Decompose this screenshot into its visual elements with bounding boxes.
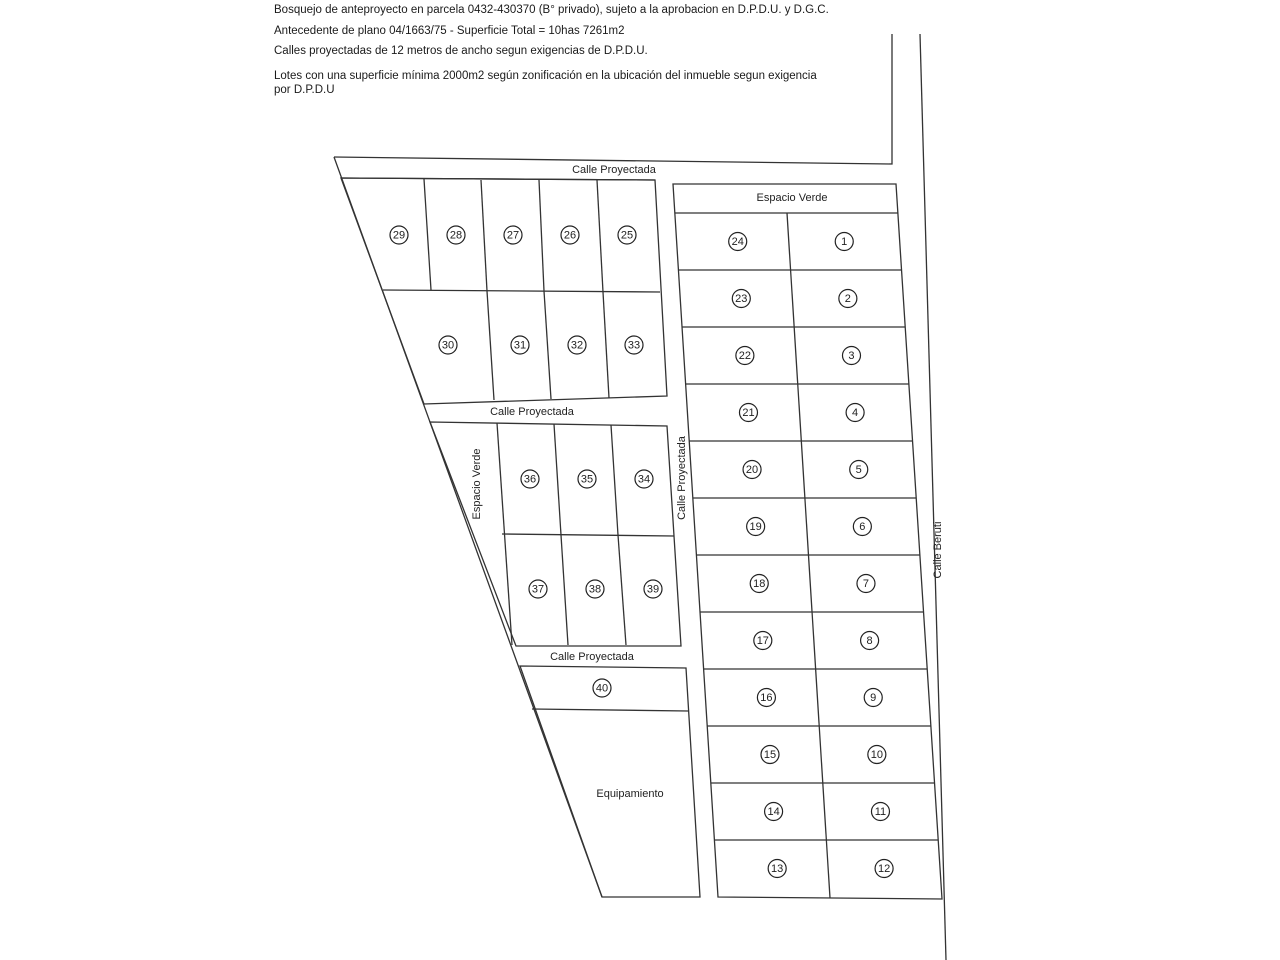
lot-number: 37 xyxy=(531,583,545,596)
espacio-verde-left-label: Espacio Verde xyxy=(471,448,483,520)
lot-number: 24 xyxy=(731,236,744,248)
lot-40 xyxy=(593,679,611,697)
lot-line xyxy=(544,291,551,399)
lot-line xyxy=(424,179,431,290)
lot-37 xyxy=(529,580,547,598)
note-line-3: Calles proyectadas de 12 metros de ancho segun exigencias de D.P.D.U. xyxy=(274,45,648,57)
lot-number: 11 xyxy=(874,806,887,818)
block-top-left-divider-h xyxy=(383,290,660,292)
lot-18 xyxy=(750,575,768,593)
lot-29 xyxy=(390,226,408,244)
lot-3 xyxy=(842,347,860,365)
lot-number: 2 xyxy=(844,293,851,305)
lot-19 xyxy=(747,518,765,536)
right-block-rows xyxy=(678,270,938,840)
lot-number: 4 xyxy=(852,407,859,419)
lot-31 xyxy=(511,336,529,354)
lot-11 xyxy=(871,803,889,821)
lot-23 xyxy=(732,290,750,308)
lot-2 xyxy=(839,290,857,308)
lot-line xyxy=(554,424,561,535)
lot-number: 23 xyxy=(735,293,748,305)
lot-number: 9 xyxy=(870,692,877,704)
lot-line xyxy=(611,425,618,535)
lot-number: 8 xyxy=(866,635,873,647)
lot-number: 12 xyxy=(877,863,891,875)
lot-line xyxy=(481,180,487,291)
lot-28 xyxy=(447,226,465,244)
lot-number: 31 xyxy=(513,339,527,352)
lot-8 xyxy=(861,632,879,650)
lot-number: 30 xyxy=(441,339,455,352)
lot-16 xyxy=(757,689,775,707)
calle-proyectada-top-label: Calle Proyectada xyxy=(572,164,656,176)
lot-6 xyxy=(853,518,871,536)
lot-33 xyxy=(625,336,643,354)
lot-40-divider xyxy=(532,709,688,711)
block-bottom-left xyxy=(520,666,700,897)
lot-number: 26 xyxy=(563,229,577,242)
lot-number: 7 xyxy=(862,578,870,590)
outer-boundary-top xyxy=(334,34,892,164)
lot-number: 28 xyxy=(449,229,463,242)
lot-5 xyxy=(850,461,868,479)
lot-15 xyxy=(761,746,779,764)
lot-9 xyxy=(864,689,882,707)
lot-number: 27 xyxy=(506,229,520,242)
calle-proyectada-vertical-label: Calle Proyectada xyxy=(676,436,688,520)
lot-number: 35 xyxy=(580,473,594,486)
lot-number: 3 xyxy=(848,350,855,362)
lot-36 xyxy=(521,470,539,488)
lot-number: 39 xyxy=(646,583,660,596)
note-line-2: Antecedente de plano 04/1663/75 - Superficie Total = 10has 7261m2 xyxy=(274,25,625,37)
calle-proyectada-mid-label: Calle Proyectada xyxy=(490,406,574,418)
lot-21 xyxy=(739,404,757,422)
lot-number: 38 xyxy=(588,583,602,596)
lot-number: 14 xyxy=(767,806,780,818)
lots-layer xyxy=(390,226,893,878)
note-line-4: Lotes con una superficie mínima 2000m2 según zonificación en la ubicación del inmueble segun exigencia xyxy=(274,70,817,82)
lot-number: 40 xyxy=(595,682,609,695)
note-line-1: Bosquejo de anteproyecto en parcela 0432-430370 (B° privado), sujeto a la aprobacion en D.P.D.U. y D.G.C. xyxy=(274,4,829,16)
lot-number: 21 xyxy=(742,407,755,419)
lot-number: 15 xyxy=(763,749,777,761)
lot-25 xyxy=(618,226,636,244)
lot-line xyxy=(603,292,609,398)
lot-20 xyxy=(743,461,761,479)
lot-line xyxy=(561,535,568,645)
lot-number: 19 xyxy=(749,521,762,533)
lot-number: 13 xyxy=(771,863,784,875)
lot-27 xyxy=(504,226,522,244)
lot-number: 25 xyxy=(620,229,634,242)
lot-number: 20 xyxy=(745,464,759,476)
lot-24 xyxy=(729,233,747,251)
lot-number: 1 xyxy=(841,236,848,248)
lot-number: 29 xyxy=(392,229,406,242)
lot-10 xyxy=(868,746,886,764)
note-line-5: por D.P.D.U xyxy=(274,84,335,96)
lot-number: 16 xyxy=(760,692,773,704)
lot-4 xyxy=(846,404,864,422)
lot-number: 22 xyxy=(738,350,752,362)
block-mid-left-divider-h xyxy=(502,534,674,536)
lot-22 xyxy=(736,347,754,365)
lot-line xyxy=(618,535,626,645)
lot-38 xyxy=(586,580,604,598)
lot-number: 33 xyxy=(627,339,641,352)
lot-26 xyxy=(561,226,579,244)
lot-1 xyxy=(835,233,853,251)
lot-7 xyxy=(857,575,875,593)
lot-13 xyxy=(768,860,786,878)
lot-34 xyxy=(635,470,653,488)
lot-line xyxy=(539,180,544,291)
lot-35 xyxy=(578,470,596,488)
calle-beruti-label: Calle Beruti xyxy=(932,521,944,579)
lot-30 xyxy=(439,336,457,354)
lot-39 xyxy=(644,580,662,598)
lot-line xyxy=(597,180,603,292)
lot-number: 36 xyxy=(523,473,537,486)
lot-line xyxy=(487,291,494,400)
lot-14 xyxy=(765,803,783,821)
lot-17 xyxy=(754,632,772,650)
calle-proyectada-low-label: Calle Proyectada xyxy=(550,651,634,663)
lot-32 xyxy=(568,336,586,354)
lot-number: 34 xyxy=(637,473,651,486)
lot-number: 6 xyxy=(859,521,866,533)
outer-boundary-right xyxy=(920,34,946,960)
lot-number: 17 xyxy=(756,635,769,647)
lot-number: 18 xyxy=(753,578,766,590)
lot-12 xyxy=(875,860,893,878)
equipamiento-label: Equipamiento xyxy=(596,788,664,800)
lot-number: 5 xyxy=(855,464,862,476)
lot-number: 32 xyxy=(570,339,584,352)
lot-number: 10 xyxy=(870,749,883,761)
espacio-verde-top-label: Espacio Verde xyxy=(756,192,828,204)
